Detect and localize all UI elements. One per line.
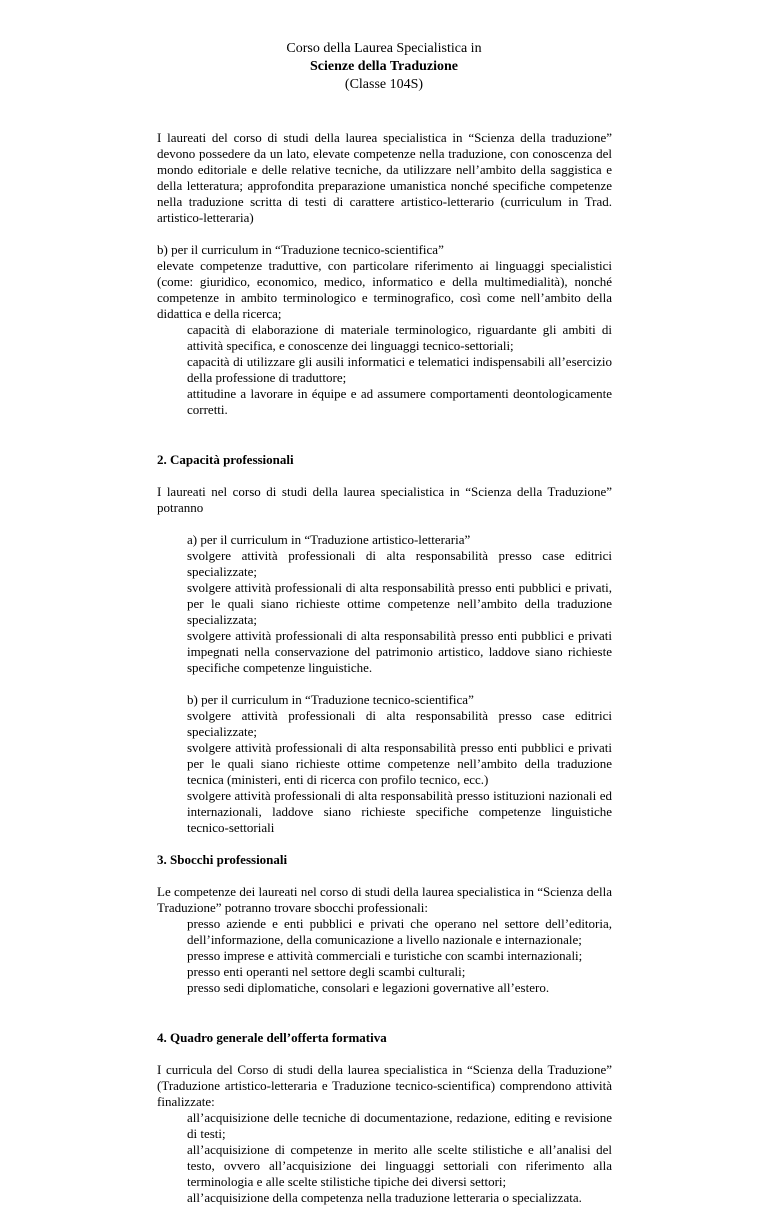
header-class: (Classe 104S) (344, 77, 424, 92)
header-title: Scienze della Traduzione (309, 59, 459, 74)
section-4-item: all’acquisizione delle tecniche di documentazione, redazione, editing e revisione di testi; (187, 1110, 612, 1141)
section-2-b-item: svolgere attività professionali di alta responsabilità presso enti pubblici e privati per le quali siano richieste ottime competenze nell’ambito della traduzione tecnica (ministeri, enti di ricerca con profilo tecnico, ecc.) (187, 740, 612, 787)
section-4-intro: I curricula del Corso di studi della laurea specialistica in “Scienza della Traduzione” (Traduzione artistico-letteraria e Traduzione tecnico-scientifica) comprendono attività finalizzate: (157, 1062, 612, 1109)
section-3-item: presso imprese e attività commerciali e turistiche con scambi internazionali; (187, 948, 583, 963)
section-2-a-title: a) per il curriculum in “Traduzione artistico-letteraria” (187, 532, 471, 547)
section-3-item: presso sedi diplomatiche, consolari e legazioni governative all’estero. (187, 980, 550, 995)
section-2-b-item: svolgere attività professionali di alta responsabilità presso istituzioni nazionali ed internazionali, laddove siano richieste specifiche competenze linguistiche tecnico-settoriali (187, 788, 612, 835)
section-2-b-item: svolgere attività professionali di alta responsabilità presso case editrici specializzate; (187, 708, 612, 739)
document-header (0, 40, 768, 94)
intro-b-title: b) per il curriculum in “Traduzione tecnico-scientifica” (157, 242, 444, 257)
section-2-title: 2. Capacità professionali (157, 452, 294, 467)
intro-b-item: attitudine a lavorare in équipe e ad assumere comportamenti deontologicamente corretti. (187, 386, 612, 417)
section-2-a-item: svolgere attività professionali di alta responsabilità presso enti pubblici e privati, per le quali siano richieste ottime competenze nell’ambito della traduzione specializzata; (187, 580, 612, 627)
section-2-a-item: svolgere attività professionali di alta responsabilità presso case editrici specializzate; (187, 548, 612, 579)
section-2-intro: I laureati nel corso di studi della laurea specialistica in “Scienza della Traduzione” potranno (157, 484, 612, 515)
intro-paragraph: I laureati del corso di studi della laurea specialistica in “Scienza della traduzione” devono possedere da un lato, elevate competenze nella traduzione, con conoscenza del mondo editoriale e delle relative tecniche, da utilizzare nell’ambito della saggistica e della letteratura; approfondita preparazione umanistica nonché specifiche competenze nella traduzione scritta di testi di carattere artistico-letterario (curriculum in Trad. artistico-letteraria) (157, 130, 612, 225)
intro-b-text: elevate competenze traduttive, con particolare riferimento ai linguaggi specialistici (come: giuridico, economico, medico, informatico e della multimedialità), nonché competenze in ambito terminologico e terminografico, così come nell’ambito della didattica e della ricerca; (157, 258, 612, 321)
section-4-item: all’acquisizione di competenze in merito alle scelte stilistiche e all’analisi del testo, ovvero all’acquisizione dei linguaggi settoriali con riferimento alla terminologia e alle scelte stilistiche tipiche dei diversi settori; (187, 1142, 612, 1189)
section-2-b-title: b) per il curriculum in “Traduzione tecnico-scientifica” (187, 692, 474, 707)
document-body (157, 130, 612, 1206)
intro-b-item: capacità di utilizzare gli ausili informatici e telematici indispensabili all’esercizio della professione di traduttore; (187, 354, 612, 385)
section-3-item: presso enti operanti nel settore degli scambi culturali; (187, 964, 466, 979)
section-3-intro: Le competenze dei laureati nel corso di studi della laurea specialistica in “Scienza della Traduzione” potranno trovare sbocchi professionali: (157, 884, 612, 915)
section-4-title: 4. Quadro generale dell’offerta formativa (157, 1030, 387, 1045)
intro-b-item: capacità di elaborazione di materiale terminologico, riguardante gli ambiti di attività specifica, e conoscenze dei linguaggi tecnico-settoriali; (187, 322, 612, 353)
section-3-item: presso aziende e enti pubblici e privati che operano nel settore dell’editoria, dell’informazione, della comunicazione a livello nazionale e internazionale; (187, 916, 612, 947)
section-4-item: all’acquisizione della competenza nella traduzione letteraria o specializzata. (187, 1190, 582, 1205)
section-2-a-item: svolgere attività professionali di alta responsabilità presso enti pubblici e privati impegnati nella conservazione del patrimonio artistico, laddove siano richieste specifiche competenze linguistiche. (187, 628, 612, 675)
header-line-1: Corso della Laurea Specialistica in (286, 41, 482, 56)
section-3-title: 3. Sbocchi professionali (157, 852, 288, 867)
